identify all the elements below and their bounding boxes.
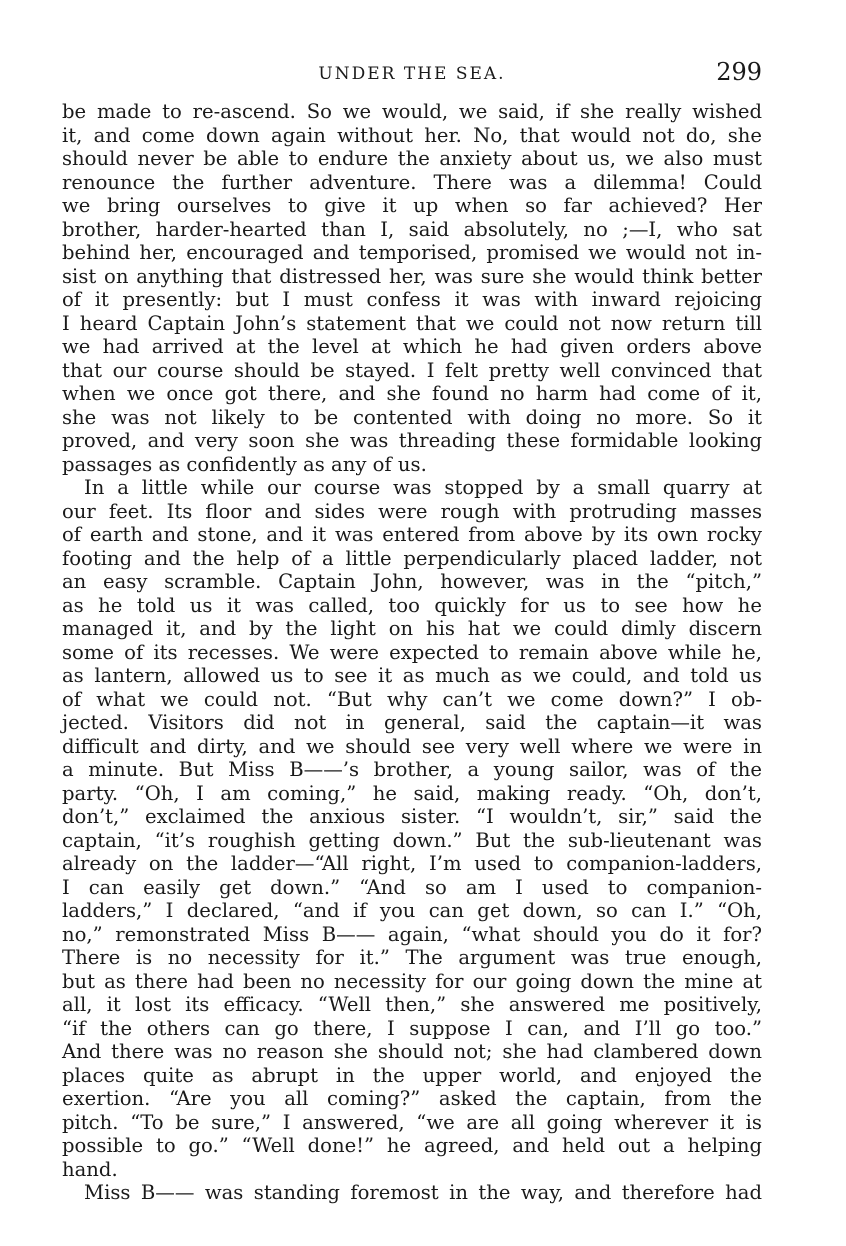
text-line: There is no necessity for it.” The argument was true enough, (62, 946, 762, 969)
text-line: of it presently: but I must confess it was with inward rejoicing (62, 288, 762, 311)
text-line: when we once got there, and she found no harm had come of it, (62, 382, 762, 405)
running-title: UNDER THE SEA. (318, 64, 506, 84)
text-line: pitch. “To be sure,” I answered, “we are all going wherever it is (62, 1110, 762, 1134)
text-line: passages as confidently as any of us. (62, 452, 427, 476)
text-line: as he told us it was called, too quickly for us to see how he (62, 593, 762, 617)
text-line: some of its recesses. We were expected to remain above while he, (62, 640, 762, 664)
text-line: proved, and very soon she was threading these formidable looking (62, 429, 762, 452)
body-text (62, 100, 762, 1205)
text-line: as lantern, allowed us to see it as much as we could, and told us (62, 664, 762, 687)
text-line: managed it, and by the light on his hat we could dimly discern (62, 617, 762, 640)
text-line: In a little while our course was stopped by a small quarry at (84, 476, 762, 499)
text-line: of what we could not. “But why can’t we come down?” I ob- (62, 687, 762, 711)
text-line: but as there had been no necessity for our going down the mine at (62, 969, 762, 993)
text-line: party. “Oh, I am coming,” he said, making ready. “Oh, don’t, (62, 781, 762, 805)
text-line: our feet. Its floor and sides were rough with protruding masses (62, 499, 762, 523)
text-line: a minute. But Miss B——’s brother, a young sailor, was of the (62, 758, 762, 781)
text-line: she was not likely to be contented with doing no more. So it (62, 405, 762, 429)
text-line: all, it lost its efficacy. “Well then,” she answered me positively, (62, 993, 762, 1016)
text-line: be made to re-ascend. So we would, we said, if she really wished (62, 100, 762, 123)
text-line: no,” remonstrated Miss B—— again, “what should you do it for? (62, 922, 762, 946)
text-line: renounce the further adventure. There was a dilemma! Could (62, 170, 762, 194)
text-line: hand. (62, 1157, 118, 1181)
text-line: footing and the help of a little perpendicularly placed ladder, not (62, 546, 762, 570)
text-line: I heard Captain John’s statement that we could not now return till (62, 311, 762, 335)
page-header (62, 58, 762, 88)
text-line: don’t,” exclaimed the anxious sister. “I wouldn’t, sir,” said the (62, 805, 762, 828)
text-line: brother, harder-hearted than I, said absolutely, no ;—I, who sat (62, 217, 762, 241)
text-line: that our course should be stayed. I felt pretty well convinced that (62, 358, 762, 382)
text-line: we bring ourselves to give it up when so far achieved? Her (62, 194, 762, 217)
text-line: ladders,” I declared, “and if you can get down, so can I.” “Oh, (62, 899, 762, 922)
text-line: sist on anything that distressed her, was sure she would think better (62, 264, 762, 288)
text-line: “if the others can go there, I suppose I can, and I’ll go too.” (62, 1016, 762, 1040)
text-line: an easy scramble. Captain John, however, was in the “pitch,” (62, 570, 762, 593)
text-line: it, and come down again without her. No, that would not do, she (62, 123, 762, 147)
text-line: possible to go.” “Well done!” he agreed, and held out a helping (62, 1134, 762, 1157)
text-line: of earth and stone, and it was entered from above by its own rocky (62, 523, 762, 546)
text-line: I can easily get down.” “And so am I used to companion- (62, 875, 762, 899)
text-line: Miss B—— was standing foremost in the way, and therefore had (84, 1181, 762, 1204)
text-line: places quite as abrupt in the upper world, and enjoyed the (62, 1063, 762, 1087)
text-line: And there was no reason she should not; she had clambered down (62, 1040, 762, 1063)
text-line: captain, “it’s roughish getting down.” But the sub-lieutenant was (62, 828, 762, 852)
text-line: we had arrived at the level at which he had given orders above (62, 335, 762, 358)
text-line: difficult and dirty, and we should see very well where we were in (62, 734, 762, 758)
text-line: exertion. “Are you all coming?” asked the captain, from the (62, 1087, 762, 1110)
page-number: 299 (716, 58, 762, 86)
text-line: behind her, encouraged and temporised, promised we would not in- (62, 241, 762, 264)
text-line: already on the ladder—“All right, I’m used to companion-ladders, (62, 852, 762, 875)
text-line: jected. Visitors did not in general, said the captain—it was (62, 711, 762, 734)
text-line: should never be able to endure the anxiety about us, we also must (62, 147, 762, 170)
